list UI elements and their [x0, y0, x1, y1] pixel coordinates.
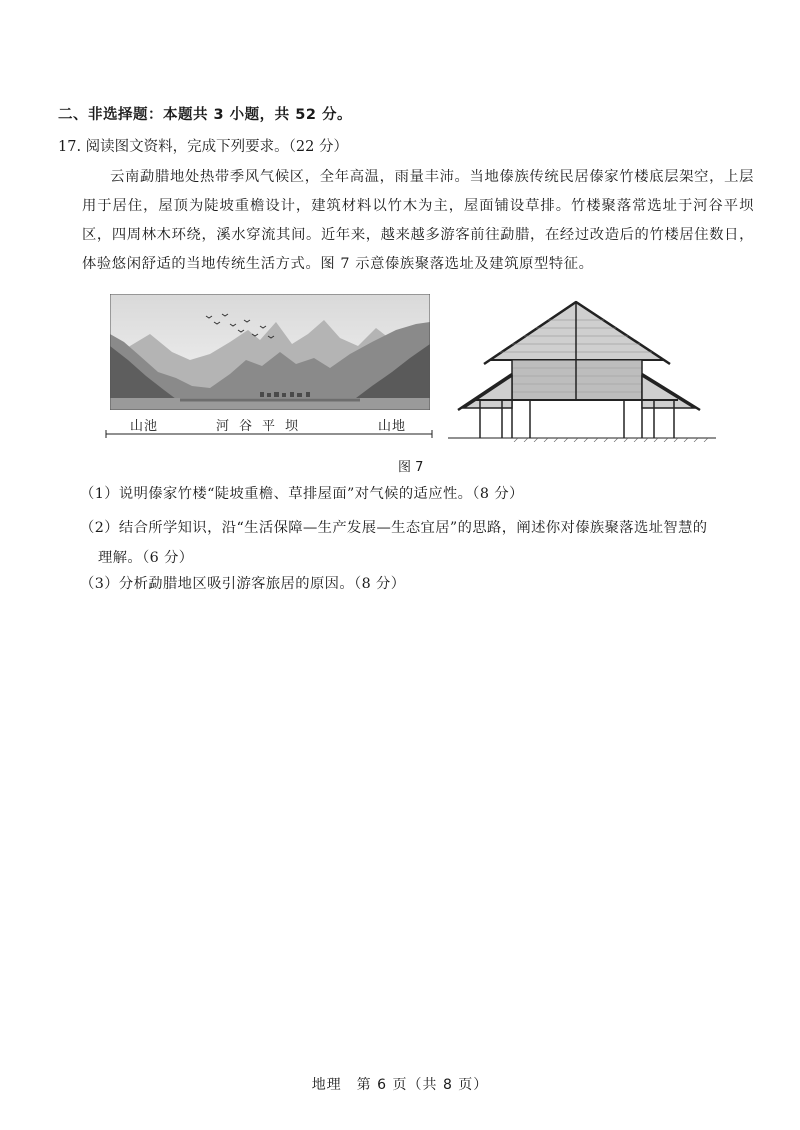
material-text: 云南勐腊地处热带季风气候区，全年高温，雨量丰沛。当地傣族传统民居傣家竹楼底层架空，上层用于居住，屋顶为陡坡重檐设计，建筑材料以竹木为主，屋面铺设草排。竹楼聚落常选址于河谷平坝区，四周林木环绕，溪水穿流其间。近年来，越来越多游客前往勐腊，在经过改造后的竹楼居住数日，体验悠闲舒适的当地传统生活方式。图 7 示意傣族聚落选址及建筑原型特征。 [82, 169, 754, 272]
section-title: 二、非选择题：本题共 3 小题，共 52 分。 [58, 107, 352, 123]
subquestion-3: （3）分析勐腊地区吸引游客旅居的原因。（8 分） [80, 576, 406, 592]
subquestion-2-line1: （2）结合所学知识，沿“生活保障—生产发展—生态宜居”的思路，阐述你对傣族聚落选址智慧的 [80, 520, 708, 536]
subquestion-1: （1）说明傣家竹楼“陡坡重檐、草排屋面”对气候的适应性。（8 分） [80, 486, 524, 502]
label-mountain-land: 山地 [378, 419, 407, 434]
subquestion-2 [80, 513, 760, 573]
question-material [82, 163, 754, 279]
question-title: 17. 阅读图文资料，完成下列要求。（22 分） [58, 139, 348, 155]
label-valley-flat: 河谷平坝 [216, 419, 309, 434]
valley-landscape-illustration [110, 294, 430, 410]
figure-caption: 图 7 [398, 460, 424, 475]
bamboo-stilt-house-diagram [448, 296, 716, 442]
page-footer: 地理 第 6 页（共 8 页） [311, 1077, 489, 1093]
landscape-baseline [104, 430, 434, 438]
label-mountain-pond: 山池 [130, 419, 159, 434]
subquestion-2-line2: 理解。（6 分） [98, 550, 194, 566]
